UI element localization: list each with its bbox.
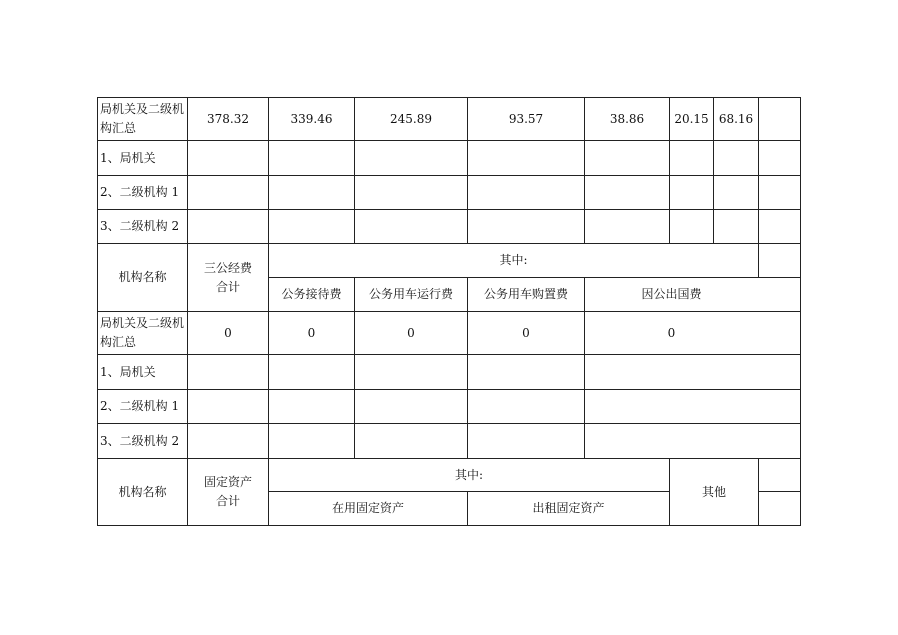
table-cell: 68.16 (718, 111, 754, 126)
total-header: 固定资产 合计 (203, 475, 252, 508)
org-name-header: 机构名称 (118, 270, 167, 284)
table-rule (97, 209, 801, 210)
column-header: 公务用车运行费 (368, 287, 453, 301)
table-rule (800, 97, 801, 526)
row-label: 局机关及二级机 构汇总 (100, 102, 185, 135)
row-label: 局机关及二级机 构汇总 (100, 316, 185, 349)
table-cell: 245.89 (390, 111, 432, 126)
table-cell: 93.57 (508, 111, 544, 126)
table-cell: 0 (224, 325, 232, 340)
table-cell: 20.15 (674, 111, 709, 126)
org-name-header: 机构名称 (118, 484, 167, 499)
table-cell: 339.46 (290, 111, 333, 126)
table-rule (97, 389, 801, 390)
column-header: 公务用车购置费 (483, 287, 568, 301)
table-cell (759, 98, 800, 140)
table-cell: 0 (667, 325, 676, 340)
column-header: 因公出国费 (641, 287, 702, 301)
table-cell: 0 (522, 325, 530, 340)
row-label: 2、二级机构 1 (100, 399, 180, 413)
table-cell: 378.32 (207, 111, 249, 126)
table-rule (97, 423, 801, 424)
table-rule (758, 243, 759, 277)
column-header: 出租固定资产 (532, 501, 605, 515)
row-label: 3、二级机构 2 (100, 433, 180, 448)
row-label: 2、二级机构 1 (100, 185, 180, 199)
table-cell: 0 (407, 325, 415, 340)
table-rule (758, 458, 759, 525)
table-cell: 38.86 (609, 111, 645, 126)
other-header: 其他 (701, 484, 726, 499)
table-cell: 0 (307, 325, 316, 340)
table-rule (97, 525, 801, 526)
group-header: 其中: (454, 467, 484, 482)
table-rule (97, 354, 801, 355)
row-label: 3、二级机构 2 (100, 219, 180, 233)
table-rule (758, 491, 801, 492)
row-label: 1、局机关 (100, 150, 156, 165)
table-rule (97, 140, 801, 141)
table-rule (97, 175, 801, 176)
group-header: 其中: (499, 253, 528, 267)
row-label: 1、局机关 (100, 364, 156, 379)
column-header: 公务接待费 (281, 287, 342, 301)
total-header: 三公经费 合计 (203, 260, 252, 294)
column-header: 在用固定资产 (331, 501, 404, 515)
